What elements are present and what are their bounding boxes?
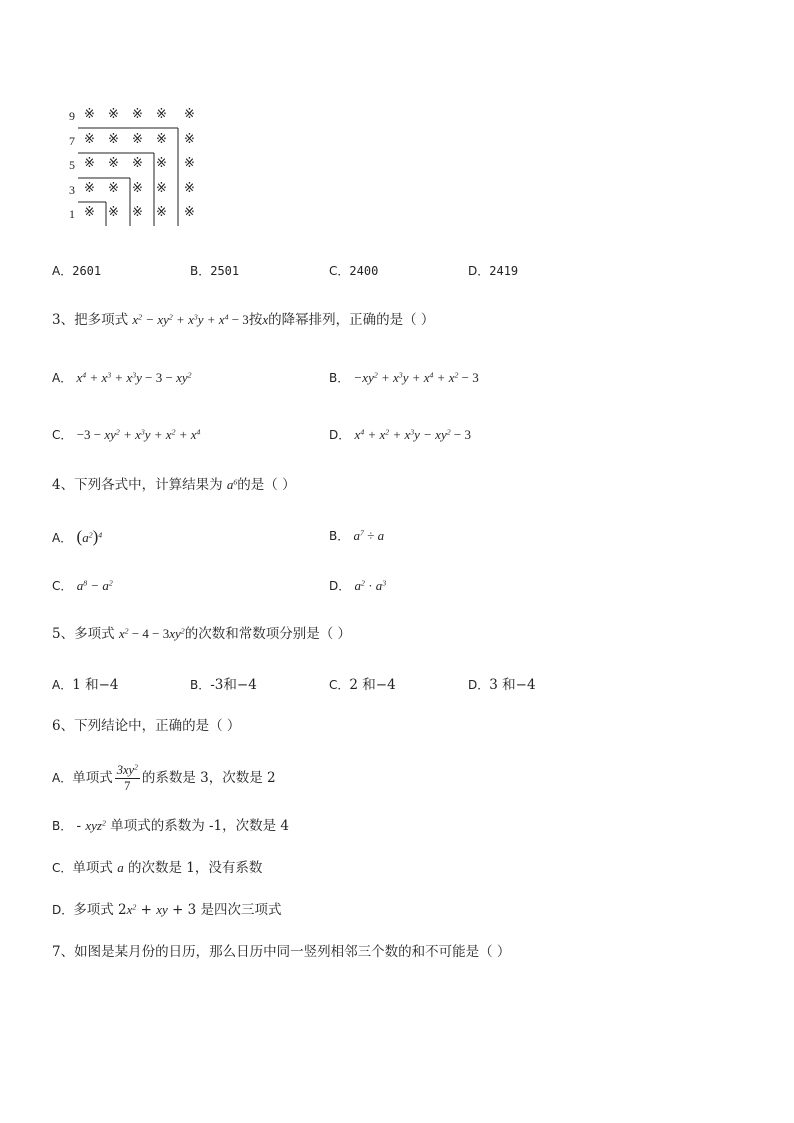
q2-option-c: C．2400 (329, 264, 379, 278)
star-cell: ※ (156, 132, 167, 147)
star-cell: ※ (84, 156, 95, 171)
star-cell: ※ (184, 205, 195, 220)
q5-stem: 5、多项式 $x^2 - 4 - 3xy^2$的次数和常数项分别是（ ） (52, 626, 351, 642)
q6-fraction: $\frac{3xy^2}{7}$ (116, 762, 138, 793)
star-cell: ※ (132, 156, 143, 171)
star-cell: ※ (84, 181, 95, 196)
q2-option-d: D．2419 (468, 264, 519, 278)
q6-option-c: C．单项式 a 的次数是 1，没有系数 (52, 860, 263, 876)
q4-option-c: C． $a^8 - a^2$ (52, 578, 113, 593)
q6-option-a: A． 单项式 $\frac{3xy^2}{7}$ 的系数是 3，次数是 2 (52, 762, 276, 793)
row-label: 9 (69, 109, 75, 123)
q5-option-a: A．1 和−4 (52, 677, 119, 693)
row-label: 7 (69, 134, 75, 148)
star-cell: ※ (156, 205, 167, 220)
q3-option-d: D． $x^4 + x^2 + x^3y - xy^2 - 3$ (329, 427, 471, 442)
q2-option-a: A．2601 (52, 264, 102, 278)
star-cell: ※ (84, 132, 95, 147)
q5-option-d: D．3 和−4 (468, 677, 536, 693)
star-cell: ※ (156, 181, 167, 196)
q4-option-d: D． $a^2 \cdot a^3$ (329, 578, 387, 593)
row-label: 1 (69, 207, 75, 221)
q6-option-d: D．多项式 $2x^2$ + xy + 3 是四次三项式 (52, 902, 282, 918)
q5-option-c: C．2 和−4 (329, 677, 396, 693)
q3-option-a: A． $x^4 + x^3 + x^3y - 3 - xy^2$ (52, 370, 192, 385)
star-cell: ※ (108, 107, 119, 122)
q3-option-c: C． $-3 - xy^2 + x^3y + x^2 + x^4$ (52, 427, 201, 442)
q2-option-b: B．2501 (190, 264, 240, 278)
star-cell: ※ (184, 132, 195, 147)
q6-stem: 6、下列结论中，正确的是（ ） (52, 718, 241, 734)
star-cell: ※ (108, 181, 119, 196)
q6-option-b: B． - xyz$^2$ 单项式的系数为 -1，次数是 4 (52, 818, 290, 834)
star-cell: ※ (156, 107, 167, 122)
q3-stem: 3、把多项式 $x^2 - xy^2 + x^3y + x^4 - 3$按x的降幂排列，正确的是（ ） (52, 312, 435, 328)
star-cell: ※ (132, 132, 143, 147)
star-cell: ※ (184, 181, 195, 196)
star-cell: ※ (132, 107, 143, 122)
row-label: 5 (69, 158, 75, 172)
star-cell: ※ (108, 156, 119, 171)
q4-stem: 4、下列各式中，计算结果为 $a^6$的是（ ） (52, 477, 296, 493)
star-cell: ※ (132, 181, 143, 196)
row-label: 3 (69, 183, 75, 197)
q5-option-b: B．-3和−4 (190, 677, 257, 693)
star-cell: ※ (84, 205, 95, 220)
q3-expression: $x^2 - xy^2 + x^3y + x^4 - 3$ (132, 312, 249, 327)
q4-option-b: B． $a^7 \div a$ (329, 528, 385, 543)
star-cell: ※ (184, 156, 195, 171)
q4-option-a: A． $(a^2)^4$ (52, 527, 103, 546)
pattern-figure (60, 104, 210, 228)
star-cell: ※ (108, 205, 119, 220)
star-cell: ※ (184, 107, 195, 122)
q7-stem: 7、如图是某月份的日历，那么日历中同一竖列相邻三个数的和不可能是（ ） (52, 944, 511, 960)
star-cell: ※ (132, 205, 143, 220)
star-cell: ※ (108, 132, 119, 147)
star-cell: ※ (156, 156, 167, 171)
star-cell: ※ (84, 107, 95, 122)
q3-option-b: B． $-xy^2 + x^3y + x^4 + x^2 - 3$ (329, 370, 479, 385)
